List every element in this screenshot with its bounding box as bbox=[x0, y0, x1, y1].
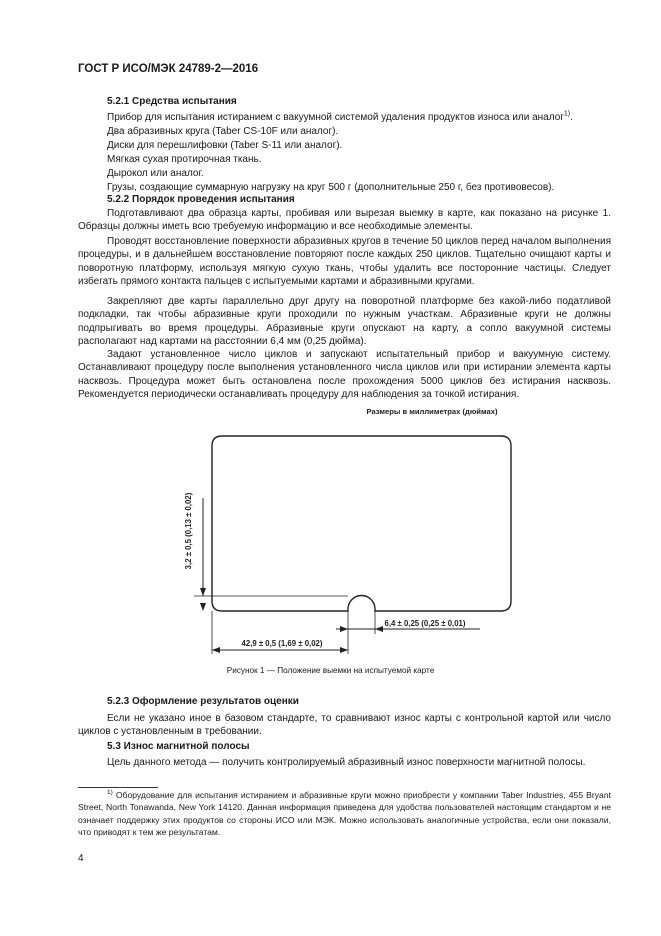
card-outline bbox=[212, 436, 511, 611]
s521-line-5: Дырокол или аналог. bbox=[107, 168, 204, 179]
s523-paragraph-1: Если не указано иное в базовом стандарте, то сравнивают износ карты с контрольной картой или число циклов с установленным в требовании. bbox=[78, 713, 611, 738]
s521-line-6: Грузы, создающие суммарную нагрузку на круг 500 г (дополнительные 250 г, без противовесов). bbox=[107, 182, 555, 193]
s521-line-4: Мягкая сухая протирочная ткань. bbox=[107, 154, 262, 165]
horizontal-dimension-label: 42,9 ± 0,5 (1,69 ± 0,02) bbox=[241, 639, 323, 648]
document-header: ГОСТ Р ИСО/МЭК 24789-2—2016 bbox=[78, 63, 259, 75]
figure-units-note: Размеры в миллиметрах (дюймах) bbox=[366, 407, 498, 416]
s521-line-2: Два абразивных круга (Taber CS-10F или аналог). bbox=[107, 126, 339, 137]
s522-paragraph-2: Проводят восстановление поверхности абразивных кругов в течение 50 циклов перед началом выполнения процедуры, и в дальнейшем восстановление повторяют после каждых 250 циклов. Тщательно очищают карты и поворотную платформу, используя мягкую сухую ткань, чтобы удалить все посторонние частицы. Следует избегать прямого контакта пальцев с испытуемыми картами и абразивными кругами. bbox=[78, 236, 611, 288]
figure-1-caption: Рисунок 1 — Положение выемки на испытуемой карте bbox=[226, 666, 435, 675]
vertical-dimension-label: 3,2 ± 0,5 (0,13 ± 0,02) bbox=[184, 492, 193, 570]
section-5-2-3-title: 5.2.3 Оформление результатов оценки bbox=[107, 696, 299, 707]
notch-dimension-label: 6,4 ± 0,25 (0,25 ± 0,01) bbox=[384, 619, 466, 628]
section-5-2-2-title: 5.2.2 Порядок проведения испытания bbox=[107, 194, 295, 205]
notch-dimension-arrow bbox=[340, 626, 348, 632]
footnote-ref: 1) bbox=[563, 110, 571, 118]
s522-paragraph-1: Подготавливают два образца карты, пробивая или вырезая выемку в карте, как показано на рисунке 1. Образцы должны иметь всю требуемую информацию и все необходимые элементы. bbox=[78, 208, 611, 233]
footnote-separator bbox=[78, 787, 158, 788]
footnote-mark: 1) bbox=[107, 789, 113, 797]
figure-1-card-notch-diagram bbox=[0, 400, 661, 660]
vertical-dimension-arrow bbox=[200, 588, 206, 596]
section-5-3-title: 5.3 Износ магнитной полосы bbox=[107, 741, 250, 752]
s522-paragraph-4: Задают установленное число циклов и запускают испытательный прибор и вакуумную систему. Останавливают процедуру после выполнения установленного числа циклов или при истирании элемента карты насквозь. Процедура может быть остановлена после прохождения 5000 циклов без истирания насквозь. Рекомендуется периодически останавливать процедуру для наблюдения за точкой истирания. bbox=[78, 349, 611, 401]
s521-line-3: Диски для перешлифовки (Taber S-11 или аналог). bbox=[107, 140, 343, 151]
footnote bbox=[78, 789, 611, 839]
page-number: 4 bbox=[78, 853, 84, 864]
s522-paragraph-3: Закрепляют две карты параллельно друг другу на поворотной платформе без какой-либо податливой подкладки, так чтобы абразивные круги проходили по нужным участкам. Абразивные круги не должны подпрыгивать во время процедуры. Абразивные круги опускают на карту, а сопло вакуумной системы располагают над картами на расстоянии 6,4 мм (0,25 дюйма). bbox=[78, 296, 611, 348]
notch-dimension-arrow bbox=[375, 626, 383, 632]
s521-line-1: Прибор для испытания истиранием с вакуумной системой удаления продуктов износа или аналог$^{1)}$. bbox=[107, 110, 573, 123]
s53-paragraph-1: Цель данного метода — получить контролируемый абразивный износ поверхности магнитной полосы. bbox=[107, 757, 586, 768]
section-5-2-1-title: 5.2.1 Средства испытания bbox=[107, 96, 237, 107]
vertical-dimension-arrow bbox=[200, 603, 206, 611]
horizontal-dimension-arrow bbox=[340, 647, 348, 653]
horizontal-dimension-arrow bbox=[212, 647, 220, 653]
footnote-text: Оборудование для испытания истиранием и абразивные круги можно приобрести у компании Taber Industries, 455 Bryant Street, North Tonawanda, New York 14120. Данная информация приведена для удобства пользователей настоящим стандартом и не означает поддержку этих продуктов со стороны ИСО или МЭК. Можно использовать аналогичные устройства, если они показали, что приводят к тем же результатам. bbox=[78, 790, 611, 838]
